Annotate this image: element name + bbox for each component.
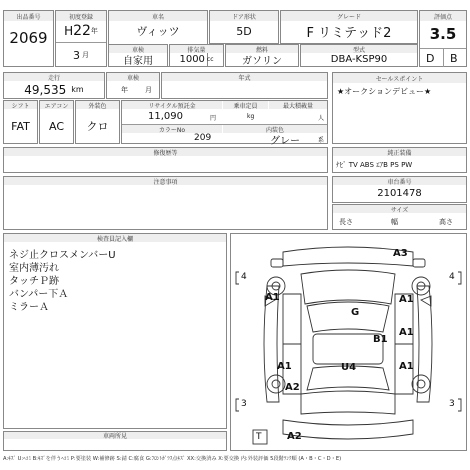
displacement-header: 排気量 (170, 45, 223, 53)
damage-mark: A1 (399, 327, 414, 338)
first-reg-box (55, 10, 107, 67)
damage-mark: G (351, 307, 360, 318)
spare-tire-mark: T (256, 432, 262, 442)
inspector-note: バンパー下Ａ (9, 289, 69, 300)
color-no-value: 209 (194, 133, 212, 143)
shift-header: シフト (4, 101, 37, 109)
fuel-header: 燃料 (226, 45, 298, 53)
car-name: ヴィッツ (136, 25, 180, 38)
grade-value: F リミテッド2 (306, 25, 392, 41)
equipment-header: 純正装備 (333, 148, 466, 156)
equipment-value: ﾅﾋﾞ TV ABS ｴｱB PS PW (336, 161, 413, 169)
recycle-box (121, 100, 328, 147)
sales-point-box (332, 72, 467, 144)
damage-mark: A1 (277, 361, 292, 372)
owner-notes-header: 車両所見 (4, 432, 226, 439)
score-value: 3.5 (429, 25, 457, 43)
size-length: 長さ (339, 218, 353, 226)
recycle-unit: 円 (210, 115, 217, 122)
equipment-box (332, 147, 467, 173)
corner-number-fl: 4 (241, 272, 247, 282)
inspector-note: タッチＰ跡 (9, 276, 59, 287)
mileage-box (3, 72, 105, 99)
shaken-box (108, 44, 168, 67)
model-value: DBA-KSP90 (330, 54, 388, 65)
notes-header: 注意事項 (4, 177, 327, 185)
ac-box (39, 100, 74, 144)
corner-number-rr: 3 (449, 399, 455, 409)
size-height: 高さ (439, 218, 453, 226)
lot-number-header: 出品番号 (4, 11, 53, 21)
ext-color-box (75, 100, 120, 144)
era-suffix: 年 (90, 27, 98, 35)
recycle-header: リサイクル預託金 (122, 101, 222, 109)
fuel-box (225, 44, 299, 67)
car-diagram-box (230, 233, 467, 451)
remarks-box (3, 147, 328, 173)
year-header: 年式 (162, 73, 327, 81)
sales-point-text: ★オークションデビュー★ (337, 87, 432, 96)
damage-mark: B1 (373, 334, 388, 345)
mileage-header: 走行 (4, 73, 104, 81)
damage-mark: U4 (341, 362, 357, 373)
inspection-header: 車検 (107, 73, 159, 81)
legend-text: A:ｷｽﾞ U:ﾍｺﾐ B:ｷｽﾞを伴うﾍｺﾐ P:要塗装 W:補修跡 S:錆 C:腐食 G:ﾌﾛﾝﾄｶﾞﾗｽ点ｷｽﾞ XX:交換済み X:要交換 内:外装評価 5段階ﾗﾝｸ順 (A・B・C・D・E) (3, 456, 342, 462)
first-reg-year (56, 21, 106, 41)
chassis-value: 2101478 (377, 188, 422, 199)
inspection-box (106, 72, 160, 99)
car-name-header: 車名 (109, 11, 207, 21)
ac-header: エアコン (40, 101, 73, 109)
load-unit: kg (247, 113, 255, 120)
size-box (332, 204, 467, 230)
inspector-notes-box (3, 233, 227, 429)
inspection-month-unit: 月 (145, 86, 152, 94)
damage-mark: A2 (285, 382, 300, 393)
chassis-box (332, 176, 467, 203)
era-year: 22 (73, 23, 91, 39)
shift-box (3, 100, 38, 144)
recycle-value: 11,090 (148, 111, 183, 122)
fuel-value: ガソリン (242, 56, 282, 66)
door-header: ドア形状 (210, 11, 278, 21)
damage-mark: A1 (399, 361, 414, 372)
ext-color-value: クロ (86, 120, 109, 133)
size-header: サイズ (333, 205, 466, 213)
damage-mark: A3 (393, 248, 408, 259)
size-width: 幅 (391, 218, 398, 226)
displacement-box (169, 44, 224, 67)
inspector-notes-header: 検査員記入欄 (4, 234, 226, 242)
int-color-suffix: 系 (318, 137, 325, 144)
inspector-note: ネジ止クロスメンバーU (9, 250, 116, 261)
door-value: 5D (236, 24, 252, 38)
damage-mark: A1 (399, 294, 414, 305)
damage-mark: A2 (287, 431, 302, 442)
load-header: 最大積載量 (269, 101, 327, 109)
mileage-value: 49,535 km (24, 82, 84, 97)
sales-point-header: セールスポイント (333, 73, 466, 83)
notes-box (3, 176, 328, 230)
door-box (209, 10, 279, 44)
int-color-value: グレー (270, 136, 300, 147)
chassis-header: 車台番号 (333, 177, 466, 185)
corner-number-rl: 3 (241, 399, 247, 409)
car-diagram (231, 234, 466, 450)
color-no-header: カラーNo (122, 125, 222, 133)
model-header: 型式 (301, 45, 417, 53)
lot-number: 2069 (9, 29, 48, 47)
era-prefix: H (64, 24, 74, 38)
displacement-value: 1000 cc (179, 54, 214, 65)
int-color-header: 内装色 (223, 125, 327, 133)
exterior-score: B (450, 52, 458, 65)
score-box (419, 10, 467, 67)
inspection-year-unit: 年 (121, 86, 128, 94)
grade-header: グレード (281, 11, 417, 21)
ac-value: AC (48, 119, 64, 133)
seats-header: 乗車定員 (223, 101, 268, 109)
year-box (161, 72, 328, 99)
score-header: 評価点 (420, 11, 466, 21)
first-reg-header: 初度登録 (56, 11, 106, 21)
shift-value: FAT (11, 119, 30, 133)
shaken-value: 自家用 (123, 56, 153, 66)
seats-unit: 人 (318, 115, 325, 122)
shaken-header: 車検 (109, 45, 167, 53)
first-reg-month: 3 月 (73, 48, 89, 62)
damage-mark: A1 (265, 292, 280, 303)
inspector-note: ミラーＡ (9, 302, 49, 313)
grade-box (280, 10, 418, 44)
lot-number-box (3, 10, 54, 67)
remarks-header: 修復歴等 (4, 148, 327, 156)
inspector-note: 室内薄汚れ (9, 263, 59, 274)
corner-number-fr: 4 (449, 272, 455, 282)
interior-score: D (426, 52, 435, 65)
model-box (300, 44, 418, 67)
ext-color-header: 外装色 (76, 101, 119, 109)
owner-notes-box (3, 431, 227, 451)
